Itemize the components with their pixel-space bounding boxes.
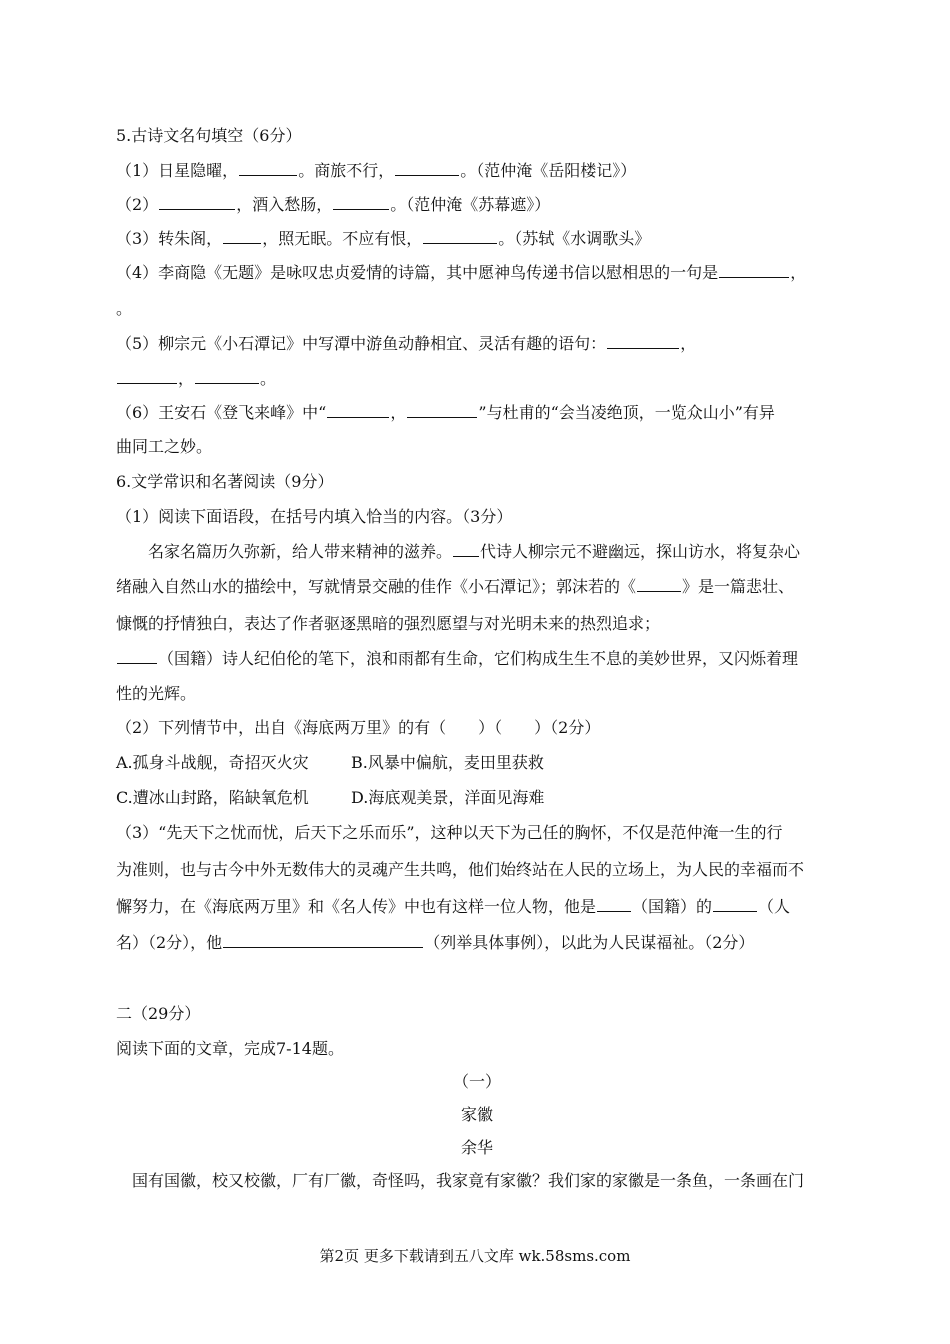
- q5-item-3-text-c: 。（苏轼《水调歌头》: [498, 229, 651, 248]
- q6-para-b2: 》是一篇悲壮、: [682, 577, 795, 596]
- answer-blank[interactable]: [597, 897, 631, 912]
- answer-blank[interactable]: [195, 369, 259, 384]
- answer-blank[interactable]: [159, 195, 235, 210]
- answer-blank[interactable]: [223, 229, 261, 244]
- q5-item-5: [116, 334, 696, 354]
- q5-item-1-text-c: 。（范仲淹《岳阳楼记》）: [460, 161, 637, 180]
- q5-item-2: [116, 195, 550, 215]
- answer-blank[interactable]: [637, 577, 681, 592]
- q6-sub3-text-a: 懈努力，在《海底两万里》和《名人传》中也有这样一位人物，他是: [116, 897, 597, 916]
- answer-blank[interactable]: [333, 195, 389, 210]
- article-author: 余华: [460, 1138, 493, 1157]
- q6-option-d: D.海底观美景，洋面见海难: [351, 788, 545, 807]
- q5-item-1: [116, 161, 636, 181]
- q6-para-a2: 代诗人柳宗元不避幽远，探山访水，将复杂心: [480, 542, 801, 561]
- q5-item-5-text-a: （5）柳宗元《小石潭记》中写潭中游鱼动静相宜、灵活有趣的语句：: [116, 334, 607, 353]
- q6-para-line-3: 慷慨的抒情独白，表达了作者驱逐黑暗的强烈愿望与对光明未来的热烈追求；: [116, 614, 661, 633]
- q6-sub3-line-2: 为准则，也与古今中外无数伟大的灵魂产生共鸣，他们始终站在人民的立场上，为人民的幸福而不: [116, 860, 805, 879]
- q6-sub1: （1）阅读下面语段，在括号内填入恰当的内容。（3分）: [116, 507, 513, 526]
- part-heading: （一）: [452, 1072, 501, 1091]
- q6-sub3-line-1: （3）“先天下之忧而忧，后天下之乐而乐”，这种以天下为己任的胸怀，不仅是范仲淹一生的行: [116, 823, 783, 842]
- answer-blank[interactable]: [223, 933, 423, 948]
- q6-para-a1: 名家名篇历久弥新，给人带来精神的滋养。: [148, 542, 453, 561]
- q6-sub3-text-b: （国籍）的: [632, 897, 713, 916]
- q6-para-d: （国籍）诗人纪伯伦的笔下，浪和雨都有生命，它们构成生生不息的美妙世界，又闪烁着理: [158, 649, 799, 668]
- q5-item-4-end: 。: [116, 299, 133, 318]
- answer-blank[interactable]: [395, 161, 459, 176]
- page-footer: 第2页 更多下载请到五八文库 wk.58sms.com: [319, 1247, 631, 1265]
- q5-title: 5.古诗文名句填空（6分）: [116, 126, 302, 145]
- q5-item-3: [116, 229, 650, 249]
- q6-sub3-text-e: （列举具体事例），以此为人民谋福祉。（2分）: [424, 933, 755, 952]
- q5-item-4-text-b: ，: [790, 263, 807, 282]
- answer-blank[interactable]: [423, 229, 497, 244]
- q5-item-5-text-b: ，: [680, 334, 697, 353]
- q5-item-6-text-a: （6）王安石《登飞来峰》中“: [116, 403, 327, 422]
- answer-blank[interactable]: [117, 649, 157, 664]
- q6-para-line-5: 性的光辉。: [116, 684, 197, 703]
- answer-blank[interactable]: [407, 403, 477, 418]
- q6-sub3-text-d: 名）（2分），他: [116, 933, 223, 952]
- q5-item-5-text-d: 。: [260, 369, 277, 388]
- answer-blank[interactable]: [453, 542, 479, 557]
- article-first-line: 国有国徽，校又校徽，厂有厂徽，奇怪吗，我家竟有家徽？我们家的家徽是一条鱼，一条画在门: [132, 1171, 805, 1190]
- q6-para-line-2: [116, 577, 794, 597]
- q6-sub3-line-4: [116, 933, 754, 953]
- answer-blank[interactable]: [239, 161, 297, 176]
- article-title: 家徽: [460, 1105, 493, 1124]
- q5-item-6-text-b: ，: [390, 403, 407, 422]
- q6-title: 6.文学常识和名著阅读（9分）: [116, 472, 334, 491]
- q5-item-5-cont: [116, 369, 276, 389]
- q5-item-6-end: 曲同工之妙。: [116, 437, 213, 456]
- q6-para-b1: 绪融入自然山水的描绘中，写就情景交融的佳作《小石潭记》；郭沫若的《: [116, 577, 637, 596]
- q5-item-1-text-b: 。商旅不行，: [298, 161, 395, 180]
- answer-blank[interactable]: [713, 897, 757, 912]
- q6-option-b: B.风暴中偏航，麦田里获救: [351, 753, 544, 772]
- q5-item-3-text-b: ，照无眠。不应有恨，: [262, 229, 423, 248]
- q5-item-4: [116, 263, 806, 283]
- q5-item-2-text-b: ，酒入愁肠，: [236, 195, 333, 214]
- q5-item-2-text-a: （2）: [116, 195, 159, 214]
- q6-sub3-text-c: （人: [758, 897, 791, 916]
- answer-blank[interactable]: [607, 334, 679, 349]
- q5-item-3-text-a: （3）转朱阁，: [116, 229, 223, 248]
- section-2-title: 二（29分）: [116, 1004, 201, 1023]
- answer-blank[interactable]: [117, 369, 177, 384]
- answer-blank[interactable]: [719, 263, 789, 278]
- q6-para-line-1: [148, 542, 800, 562]
- q6-sub2: （2）下列情节中，出自《海底两万里》的有（ ）（ ）（2分）: [116, 718, 601, 737]
- q6-para-line-4: [116, 649, 798, 669]
- q5-item-4-text-a: （4）李商隐《无题》是咏叹忠贞爱情的诗篇，其中愿神鸟传递书信以慰相思的一句是: [116, 263, 719, 282]
- q5-item-2-text-c: 。（范仲淹《苏幕遮》）: [390, 195, 551, 214]
- answer-blank[interactable]: [327, 403, 389, 418]
- q6-option-a: A.孤身斗战舰，奇招灭火灾: [116, 753, 309, 772]
- q6-option-c: C.遭冰山封路，陷缺氧危机: [116, 788, 309, 807]
- q5-item-1-text-a: （1）日星隐曜，: [116, 161, 239, 180]
- section-2-instruction: 阅读下面的文章，完成7-14题。: [116, 1039, 344, 1058]
- q5-item-5-text-c: ，: [178, 369, 195, 388]
- q5-item-6: [116, 403, 775, 423]
- q5-item-6-text-c: ”与杜甫的“会当凌绝顶，一览众山小”有异: [478, 403, 775, 422]
- q6-sub3-line-3: [116, 897, 790, 917]
